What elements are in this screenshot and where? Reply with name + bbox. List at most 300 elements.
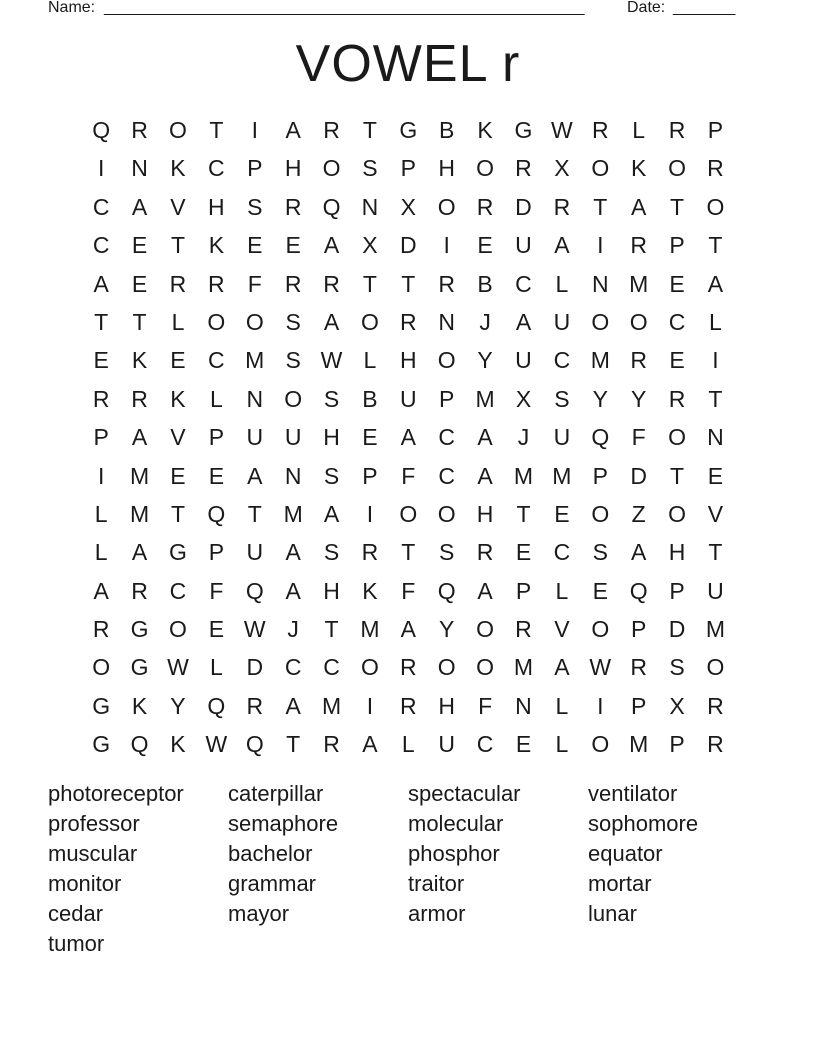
grid-letter: R [438,270,456,297]
grid-letter: A [285,692,301,719]
grid-letter: P [592,462,608,489]
grid-letter: C [284,654,302,681]
word-list-item: semaphore [228,811,339,836]
grid-letter: T [362,270,377,297]
grid-letter: I [251,117,258,143]
grid-letter: T [170,232,185,259]
grid-letter: R [707,155,724,182]
grid-letter: M [360,616,380,643]
grid-letter: T [324,616,339,643]
grid-letter: U [515,347,532,374]
grid-letter: E [477,232,493,259]
grid-letter: O [360,654,379,681]
grid-letter: B [439,117,455,143]
grid-letter: G [92,731,111,758]
grid-letter: R [131,577,148,604]
grid-letter: M [590,347,610,374]
grid-letter: E [515,539,532,566]
word-list-item: sophomore [588,811,699,836]
grid-letter: K [170,731,186,758]
grid-letter: S [285,308,301,335]
word-list-item: monitor [48,871,122,896]
grid-letter: H [208,193,225,220]
grid-letter: O [92,654,111,681]
grid-letter: P [208,539,225,566]
grid-letter: O [629,308,648,335]
word-list-item: mayor [228,901,290,926]
grid-letter: S [247,193,263,220]
word-list-item: grammar [228,871,317,896]
grid-letter: X [554,155,570,182]
word-list-item: caterpillar [228,781,324,806]
grid-letter: Z [631,500,646,527]
grid-letter: M [629,270,649,297]
grid-letter: O [476,616,495,643]
grid-letter: S [554,385,570,412]
word-list-item: traitor [408,871,465,896]
grid-letter: T [593,193,608,220]
grid-letter: Q [207,692,226,719]
grid-letter: K [208,232,225,259]
grid-letter: Q [245,577,264,604]
grid-letter: N [591,270,609,297]
grid-letter: L [632,117,646,143]
grid-letter: E [170,462,186,489]
grid-letter: D [246,654,264,681]
grid-letter: M [245,347,265,374]
grid-letter: A [400,616,416,643]
grid-letter: S [439,539,455,566]
grid-letter: E [247,232,263,259]
grid-letter: K [170,155,186,182]
word-list-item: professor [48,811,140,836]
grid-letter: R [630,654,647,681]
grid-letter: C [515,270,532,297]
grid-letter: K [131,347,148,374]
grid-letter: Y [592,385,608,412]
grid-letter: K [477,117,493,143]
grid-letter: R [323,270,340,297]
grid-letter: E [592,577,608,604]
grid-letter: E [208,616,225,643]
grid-letter: S [285,347,301,374]
grid-letter: D [515,193,532,220]
grid-letter: R [92,385,110,412]
grid-letter: I [98,155,105,182]
grid-letter: O [591,308,610,335]
grid-letter: I [366,692,374,719]
grid-letter: S [669,654,685,681]
grid-letter: C [438,462,456,489]
grid-letter: I [712,347,719,374]
grid-letter: A [554,232,570,259]
grid-letter: R [131,117,148,143]
grid-letter: O [437,500,456,527]
grid-letter: A [323,232,340,259]
grid-letter: C [208,347,225,374]
grid-letter: C [208,155,225,182]
grid-letter: R [361,539,379,566]
grid-letter: W [589,654,612,681]
grid-letter: W [205,731,228,758]
word-list-item: photoreceptor [48,781,184,806]
page-title: VOWEL r [295,35,521,93]
grid-letter: V [170,424,186,451]
grid-letter: A [630,193,647,220]
grid-letter: R [630,232,647,259]
grid-letter: A [323,500,340,527]
grid-letter: T [708,539,723,566]
grid-letter: D [630,462,647,489]
grid-letter: A [362,731,378,758]
grid-letter: Q [591,424,610,451]
grid-letter: A [554,654,570,681]
grid-letter: F [631,424,646,451]
grid-letter: E [131,232,148,259]
grid-letter: D [400,232,417,259]
grid-letter: S [362,155,378,182]
grid-letter: U [246,539,264,566]
name-label: Name: [48,0,96,16]
grid-letter: S [323,385,340,412]
grid-letter: T [170,500,185,527]
grid-letter: K [131,692,148,719]
grid-letter: A [285,577,301,604]
grid-letter: I [597,692,604,719]
grid-letter: W [243,616,266,643]
grid-letter: V [170,193,186,220]
word-list-item: molecular [408,811,504,836]
grid-letter: A [285,117,301,143]
grid-letter: A [131,539,148,566]
grid-letter: H [668,539,686,566]
grid-letter: A [247,462,263,489]
grid-letter: R [515,616,532,643]
grid-letter: E [362,424,378,451]
grid-letter: L [363,347,377,374]
grid-letter: Y [439,616,455,643]
grid-letter: A [477,577,493,604]
grid-letter: T [670,193,685,220]
grid-letter: R [591,117,609,143]
grid-letter: B [362,385,378,412]
grid-letter: R [323,731,340,758]
grid-letter: O [360,308,379,335]
grid-letter: G [399,117,418,143]
grid-letter: H [476,500,494,527]
grid-letter: A [93,270,109,297]
grid-letter: G [514,117,533,143]
grid-letter: H [323,577,340,604]
grid-letter: M [130,500,150,527]
grid-letter: C [668,308,686,335]
word-list-item: bachelor [228,841,313,866]
grid-letter: L [401,731,415,758]
grid-letter: O [437,347,456,374]
word-list-item: spectacular [408,781,521,806]
grid-letter: P [515,577,532,604]
grid-letter: N [515,692,532,719]
grid-letter: W [320,347,343,374]
word-list-item: muscular [48,841,138,866]
grid-letter: M [705,616,726,643]
grid-letter: T [401,270,416,297]
grid-letter: P [208,424,225,451]
grid-letter: H [284,155,302,182]
grid-letter: E [131,270,148,297]
grid-letter: M [130,462,150,489]
grid-letter: A [323,308,340,335]
grid-letter: L [555,731,569,758]
grid-letter: Y [477,347,493,374]
word-list-item: lunar [588,901,637,926]
grid-letter: E [515,731,532,758]
grid-letter: J [479,308,491,335]
grid-letter: O [591,155,610,182]
grid-letter: Q [207,500,226,527]
grid-letter: Q [437,577,456,604]
grid-letter: L [209,654,223,681]
grid-letter: K [362,577,378,604]
grid-letter: H [400,347,417,374]
grid-letter: A [131,424,148,451]
grid-letter: N [707,424,724,451]
grid-letter: O [591,731,610,758]
grid-letter: M [283,500,303,527]
grid-letter: P [630,692,647,719]
grid-letter: O [399,500,418,527]
grid-letter: M [321,692,342,719]
grid-letter: U [438,731,456,758]
grid-letter: N [438,308,456,335]
grid-letter: Q [322,193,341,220]
date-field[interactable]: _______ [673,0,736,16]
grid-letter: K [170,385,186,412]
grid-letter: O [591,500,610,527]
grid-letter: M [552,462,572,489]
grid-letter: R [284,270,302,297]
grid-letter: O [169,616,187,643]
grid-letter: L [94,500,108,527]
grid-letter: E [669,270,685,297]
grid-letter: E [554,500,570,527]
name-field[interactable]: ______________________________________________________ [104,0,585,16]
word-list-item: phosphor [408,841,500,866]
grid-letter: O [591,616,610,643]
grid-letter: N [284,462,302,489]
grid-letter: A [131,193,148,220]
grid-letter: M [475,385,495,412]
grid-letter: V [554,616,570,643]
grid-letter: F [247,270,262,297]
grid-letter: F [401,577,416,604]
grid-letter: D [668,616,686,643]
grid-letter: X [362,232,378,259]
grid-letter: C [169,577,187,604]
grid-letter: E [93,347,109,374]
grid-letter: A [285,539,301,566]
grid-letter: U [707,577,724,604]
grid-letter: R [400,654,417,681]
grid-letter: Q [92,117,111,143]
word-list-item: ventilator [588,781,678,806]
grid-letter: P [707,117,724,143]
grid-letter: U [284,424,302,451]
grid-letter: R [284,193,302,220]
grid-letter: S [323,539,340,566]
grid-letter: M [629,731,649,758]
grid-letter: O [437,193,456,220]
grid-letter: R [515,155,532,182]
grid-letter: U [553,424,571,451]
grid-letter: H [323,424,340,451]
letter-grid [82,111,735,764]
grid-letter: A [477,424,493,451]
grid-letter: B [477,270,493,297]
grid-letter: Q [245,731,264,758]
grid-letter: T [708,385,723,412]
grid-letter: T [401,539,416,566]
grid-letter: Q [130,731,149,758]
grid-letter: Q [629,577,648,604]
word-list-item: equator [588,841,663,866]
grid-letter: C [92,193,110,220]
grid-letter: O [245,308,264,335]
grid-letter: P [439,385,455,412]
grid-letter: P [93,424,109,451]
grid-letter: P [630,616,647,643]
grid-letter: L [555,270,569,297]
grid-letter: L [94,539,108,566]
grid-letter: O [476,654,495,681]
grid-letter: O [437,654,456,681]
grid-letter: P [400,155,416,182]
grid-letter: O [284,385,303,412]
grid-letter: I [98,462,105,489]
grid-letter: L [555,577,569,604]
grid-letter: P [669,731,685,758]
grid-letter: C [553,347,571,374]
grid-letter: U [515,232,532,259]
grid-letter: R [400,308,417,335]
grid-letter: W [167,654,189,681]
grid-letter: M [513,462,534,489]
grid-letter: C [323,654,340,681]
grid-letter: C [476,731,494,758]
grid-letter: O [169,117,187,143]
grid-letter: K [630,155,647,182]
grid-letter: N [131,155,148,182]
grid-letter: C [553,539,571,566]
grid-letter: R [400,692,417,719]
grid-letter: R [131,385,148,412]
grid-letter: J [517,424,530,451]
grid-letter: F [478,692,493,719]
grid-letter: Y [630,385,647,412]
grid-letter: S [592,539,608,566]
grid-letter: R [707,692,724,719]
grid-letter: H [438,692,456,719]
word-list-item: mortar [588,871,652,896]
grid-letter: X [400,193,416,220]
grid-letter: G [92,692,111,719]
grid-letter: R [707,731,724,758]
grid-letter: G [130,616,149,643]
grid-letter: R [668,385,686,412]
grid-letter: C [92,232,110,259]
grid-letter: S [323,462,340,489]
header-row [48,0,768,18]
grid-letter: M [513,654,534,681]
grid-letter: A [515,308,532,335]
grid-letter: X [669,692,685,719]
date-label: Date: [627,0,666,16]
grid-letter: L [171,308,185,335]
grid-letter: R [553,193,571,220]
grid-letter: R [169,270,187,297]
grid-letter: L [209,385,223,412]
grid-letter: U [553,308,571,335]
grid-letter: O [706,193,725,220]
grid-letter: I [443,232,450,259]
grid-letter: H [438,155,456,182]
grid-letter: O [207,308,226,335]
grid-letter: R [92,616,110,643]
grid-letter: X [515,385,532,412]
grid-letter: N [361,193,379,220]
grid-letter: J [287,616,299,643]
grid-letter: U [246,424,264,451]
word-list-item: armor [408,901,466,926]
grid-letter: R [208,270,225,297]
grid-letter: T [132,308,147,335]
grid-letter: T [247,500,262,527]
grid-letter: L [709,308,722,335]
grid-letter: O [668,424,686,451]
grid-letter: C [438,424,456,451]
grid-letter: N [246,385,264,412]
word-list-item: cedar [48,901,104,926]
grid-letter: I [597,232,604,259]
word-list-item: tumor [48,931,105,956]
grid-letter: P [362,462,378,489]
grid-letter: R [323,117,340,143]
grid-letter: G [169,539,187,566]
grid-letter: R [476,193,494,220]
grid-letter: A [400,424,416,451]
grid-letter: R [630,347,647,374]
grid-letter: P [669,577,685,604]
grid-letter: T [286,731,301,758]
grid-letter: A [93,577,109,604]
grid-letter: F [209,577,224,604]
grid-letter: O [476,155,495,182]
grid-letter: G [130,654,149,681]
grid-letter: L [555,692,569,719]
grid-letter: E [285,232,301,259]
grid-letter: T [670,462,685,489]
grid-letter: I [366,500,374,527]
grid-letter: O [706,654,725,681]
grid-letter: W [551,117,573,143]
grid-letter: A [477,462,493,489]
grid-letter: E [707,462,724,489]
grid-letter: T [362,117,377,143]
grid-letter: A [630,539,647,566]
grid-letter: V [707,500,724,527]
grid-letter: E [669,347,685,374]
grid-letter: P [669,232,685,259]
